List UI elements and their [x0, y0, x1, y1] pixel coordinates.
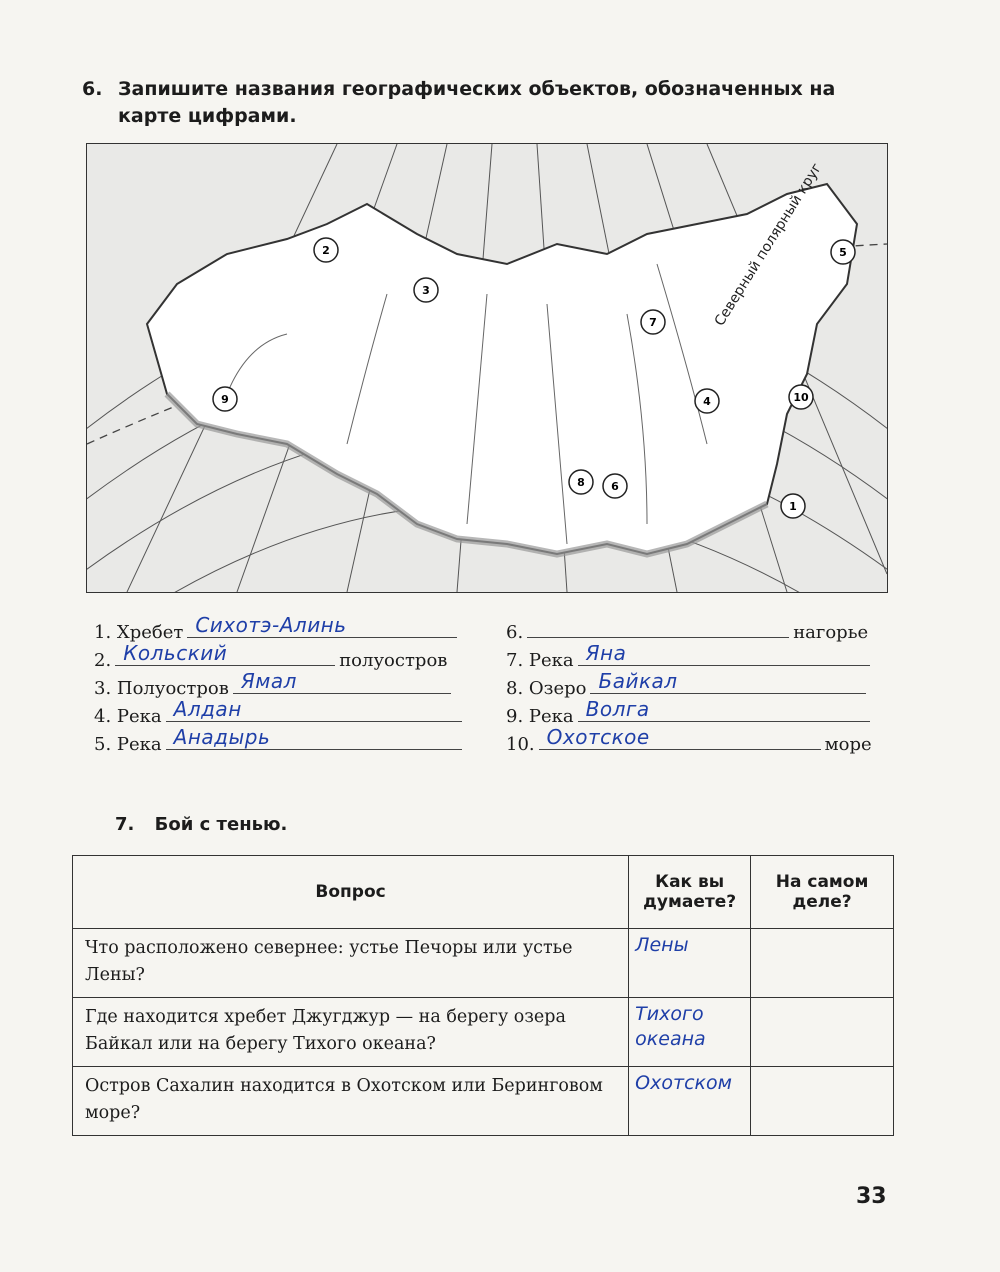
answer-7 [506, 643, 874, 671]
answer-10-suffix: море [824, 734, 872, 755]
russia-outline-map [86, 143, 888, 593]
svg-text:3: 3 [422, 284, 430, 297]
answer-4-handwriting: Алдан [173, 697, 242, 721]
guess-handwriting: Охотском [635, 1072, 732, 1094]
answer-2-handwriting: Кольский [123, 641, 228, 665]
table-row [73, 1067, 894, 1136]
answer-8-handwriting: Байкал [598, 669, 678, 693]
answer-4 [94, 699, 466, 727]
marker-6 [603, 474, 627, 498]
guess-handwriting: Лены [635, 934, 689, 956]
answer-5-field[interactable] [166, 727, 462, 750]
task-6-heading [82, 76, 902, 130]
answer-7-field[interactable] [578, 643, 870, 666]
marker-2 [314, 238, 338, 262]
answer-5-handwriting: Анадырь [173, 725, 271, 749]
marker-8 [569, 470, 593, 494]
actual-cell[interactable] [751, 998, 894, 1067]
guess-cell[interactable] [629, 1067, 751, 1136]
header-actual: На самом деле? [751, 856, 894, 929]
table-header-row [73, 856, 894, 929]
svg-text:9: 9 [221, 393, 229, 406]
marker-4 [695, 389, 719, 413]
answer-1-handwriting: Сихотэ-Алинь [195, 613, 347, 637]
answer-4-prefix: 4. Река [94, 706, 162, 727]
answer-4-field[interactable] [166, 699, 462, 722]
svg-text:10: 10 [793, 391, 809, 404]
svg-text:4: 4 [703, 395, 711, 408]
actual-cell[interactable] [751, 1067, 894, 1136]
guess-cell[interactable] [629, 929, 751, 998]
answer-1-prefix: 1. Хребет [94, 622, 184, 643]
arctic-circle-label: Северный полярный круг [711, 160, 826, 329]
answer-6-prefix: 6. [506, 622, 524, 643]
actual-cell[interactable] [751, 929, 894, 998]
answer-8-field[interactable] [590, 671, 866, 694]
task-7-text: Бой с тенью. [154, 814, 288, 835]
answer-6-field[interactable] [527, 615, 789, 638]
svg-text:8: 8 [577, 476, 585, 489]
svg-text:6: 6 [611, 480, 619, 493]
map-drawing [87, 144, 887, 592]
svg-text:1: 1 [789, 500, 797, 513]
question-cell: Где находится хребет Джугджур — на берегу озера Байкал или на берегу Тихого океана? [73, 998, 629, 1067]
answer-10 [506, 727, 872, 755]
marker-5 [831, 240, 855, 264]
answer-9-handwriting: Волга [585, 697, 650, 721]
answer-6 [506, 615, 868, 643]
answer-10-field[interactable] [539, 727, 821, 750]
table-row [73, 929, 894, 998]
marker-1 [781, 494, 805, 518]
task-7-number: 7. [115, 814, 135, 835]
marker-9 [213, 387, 237, 411]
shadow-boxing-table [72, 855, 894, 1136]
answer-5 [94, 727, 466, 755]
answer-9-field[interactable] [578, 699, 870, 722]
answer-10-prefix: 10. [506, 734, 535, 755]
answer-2-suffix: полуостров [339, 650, 448, 671]
answer-2-field[interactable] [115, 643, 335, 666]
answer-8 [506, 671, 870, 699]
answer-6-suffix: нагорье [793, 622, 869, 643]
task-6-text: Запишите названия географических объектов, обозначенных на карте цифрами. [118, 78, 836, 127]
answer-3-handwriting: Ямал [240, 669, 297, 693]
task-6-number: 6. [82, 78, 103, 100]
marker-3 [414, 278, 438, 302]
question-cell: Остров Сахалин находится в Охотском или Беринговом море? [73, 1067, 629, 1136]
marker-10 [789, 385, 813, 409]
svg-text:5: 5 [839, 246, 847, 259]
svg-text:7: 7 [649, 316, 657, 329]
answer-3-prefix: 3. Полуостров [94, 678, 229, 699]
answer-10-handwriting: Охотское [546, 725, 650, 749]
russia-landmass [147, 184, 857, 554]
answer-7-prefix: 7. Река [506, 650, 574, 671]
header-question: Вопрос [73, 856, 629, 929]
answer-8-prefix: 8. Озеро [506, 678, 587, 699]
answer-9-prefix: 9. Река [506, 706, 574, 727]
answer-3 [94, 671, 455, 699]
guess-cell[interactable] [629, 998, 751, 1067]
header-guess: Как вы думаете? [629, 856, 751, 929]
task-7-heading [115, 814, 287, 835]
svg-text:2: 2 [322, 244, 330, 257]
answer-1-field[interactable] [187, 615, 457, 638]
guess-handwriting: Тихого океана [635, 1003, 706, 1050]
marker-7 [641, 310, 665, 334]
page-number: 33 [856, 1184, 887, 1209]
answer-5-prefix: 5. Река [94, 734, 162, 755]
answer-2-prefix: 2. [94, 650, 112, 671]
answer-7-handwriting: Яна [585, 641, 627, 665]
table-row [73, 998, 894, 1067]
answer-3-field[interactable] [233, 671, 451, 694]
question-cell: Что расположено севернее: устье Печоры или устье Лены? [73, 929, 629, 998]
